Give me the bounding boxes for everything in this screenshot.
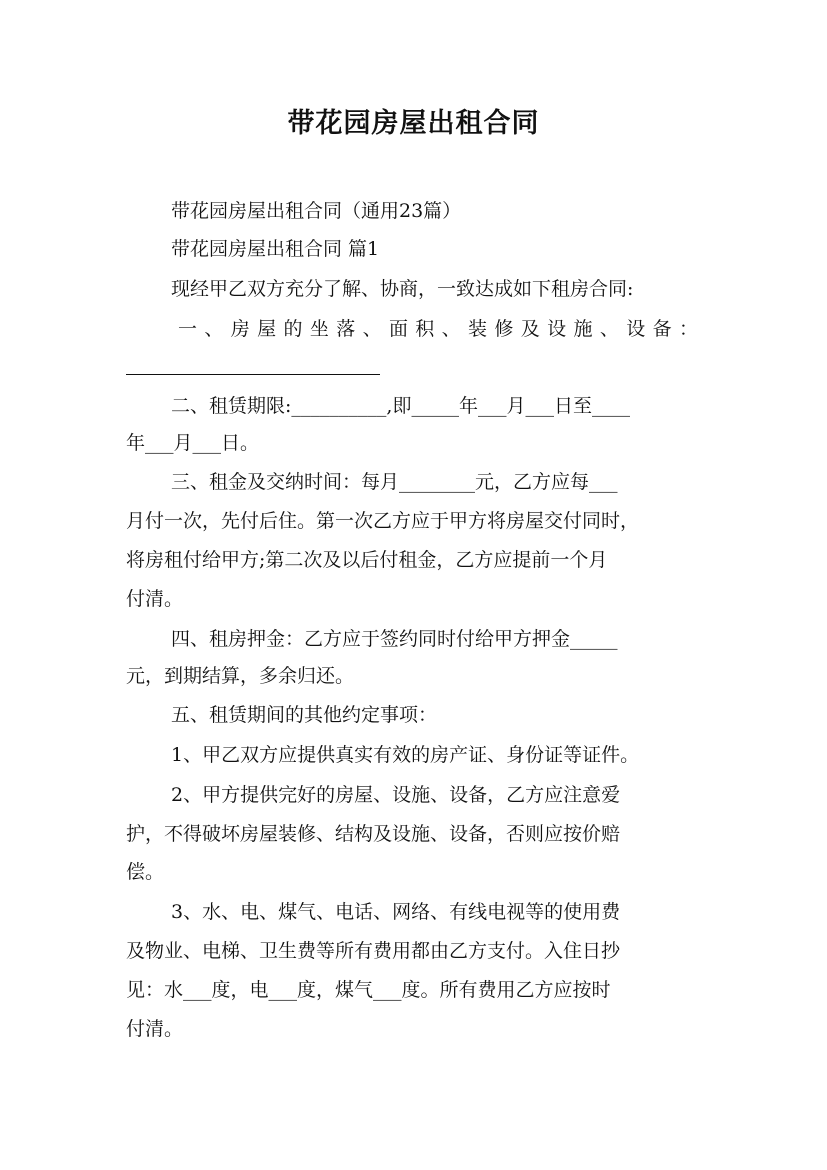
paragraph-line: 五、租赁期间的其他约定事项： [171,704,438,726]
paragraph-line: 将房租付给甲方;第二次及以后付租金，乙方应提前一个月 [126,549,608,571]
paragraph-line: 二、租赁期限:__________,即_____年___月___日至____ [171,395,630,417]
paragraph-line: 2、甲方提供完好的房屋、设施、设备，乙方应注意爱 [171,784,621,806]
paragraph-line: 现经甲乙双方充分了解、协商，一致达成如下租房合同: [171,278,634,300]
paragraph-line: 1、甲乙双方应提供真实有效的房产证、身份证等证件。 [171,744,640,766]
paragraph-line: 带花园房屋出租合同 篇1 [171,238,380,260]
paragraph-line: 月付一次，先付后住。第一次乙方应于甲方将房屋交付同时， [126,510,640,532]
blank-underline [126,374,380,375]
paragraph-line: 四、租房押金：乙方应于签约同时付给甲方押金_____ [171,628,618,650]
paragraph-line: 元，到期结算，多余归还。 [126,665,355,687]
paragraph-line: 一、房屋的坐落、面积、装修及设施、设备： [178,318,698,340]
paragraph-line: 见：水___度，电___度，煤气___度。所有费用乙方应按时 [126,979,611,1001]
paragraph-line: 三、租金及交纳时间：每月________元，乙方应每___ [171,471,618,493]
paragraph-line: 偿。 [126,861,165,883]
paragraph-line: 付清。 [126,588,184,610]
paragraph-line: 3、水、电、煤气、电话、网络、有线电视等的使用费 [171,901,621,923]
paragraph-line: 年___月___日。 [126,432,260,454]
paragraph-line: 带花园房屋出租合同（通用23篇） [171,200,462,222]
paragraph-line: 付清。 [126,1018,184,1040]
document-title: 带花园房屋出租合同 [287,108,540,139]
paragraph-line: 护，不得破坏房屋装修、结构及设施、设备，否则应按价赔 [126,823,621,845]
paragraph-line: 及物业、电梯、卫生费等所有费用都由乙方支付。入住日抄 [126,940,621,962]
